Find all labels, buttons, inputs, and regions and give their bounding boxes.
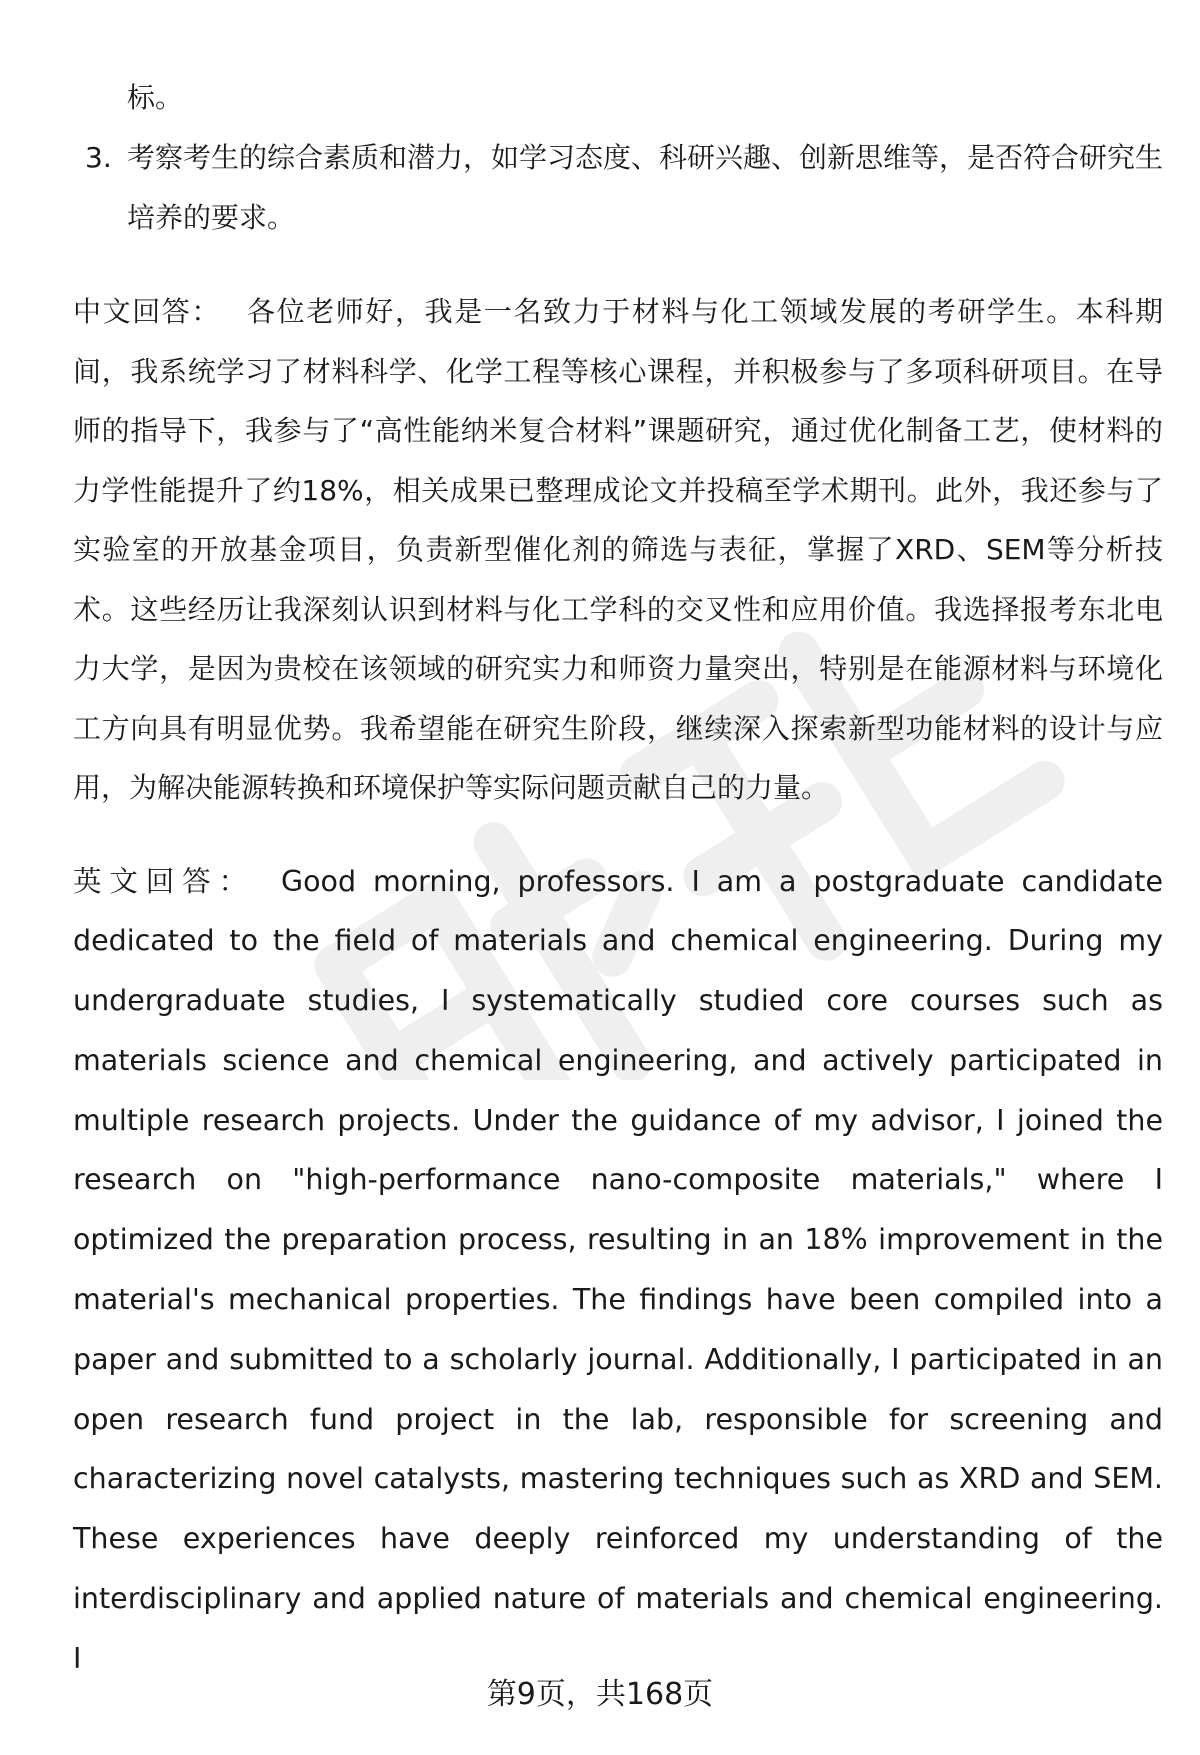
english-answer-text: Good morning, professors. I am a postgraduate candidate dedicated to the field of materials and chemical engineering. During my undergraduate studies, I systematically studied core courses such as materials science and chemical engineering, and actively participated in multiple research projects. Under the guidance of my advisor, I joined the research on "high-performance nano-composite materials," where I optimized the preparation process, resulting in an 18% improvement in the material's mechanical properties. The findings have been compiled into a paper and submitted to a scholarly journal. Additionally, I participated in an open research fund project in the lab, responsible for screening and characterizing novel catalysts, mastering techniques such as XRD and SEM. These experiences have deeply reinforced my understanding of the interdisciplinary and applied nature of materials and chemical engineering. I: [73, 864, 1163, 1675]
list-item-number: 3.: [85, 141, 112, 174]
chinese-answer-label: 中文回答：: [73, 295, 221, 328]
chinese-answer-text: 各位老师好，我是一名致力于材料与化工领域发展的考研学生。本科期间，我系统学习了材料科学、化学工程等核心课程，并积极参与了多项科研项目。在导师的指导下，我参与了“高性能纳米复合材料”课题研究，通过优化制备工艺，使材料的力学性能提升了约18%，相关成果已整理成论文并投稿至学术期刊。此外，我还参与了实验室的开放基金项目，负责新型催化剂的筛选与表征，掌握了XRD、SEM等分析技术。这些经历让我深刻认识到材料与化工学科的交叉性和应用价值。我选择报考东北电力大学，是因为贵校在该领域的研究实力和师资力量突出，特别是在能源材料与环境化工方向具有明显优势。我希望能在研究生阶段，继续深入探索新型功能材料的设计与应用，为解决能源转换和环境保护等实际问题贡献自己的力量。: [73, 295, 1163, 804]
english-answer-paragraph: [73, 852, 1163, 1689]
continuation-text: 标。: [127, 81, 184, 114]
list-item-text: 考察考生的综合素质和潜力，如学习态度、科研兴趣、创新思维等，是否符合研究生培养的要求。: [127, 141, 1164, 234]
page-indicator: 第9页，共168页: [486, 1677, 714, 1712]
document-page: [73, 68, 1163, 1689]
english-answer-label: 英文回答：: [73, 864, 255, 898]
list-item-3: [73, 128, 1163, 248]
chinese-answer-paragraph: [73, 282, 1163, 818]
